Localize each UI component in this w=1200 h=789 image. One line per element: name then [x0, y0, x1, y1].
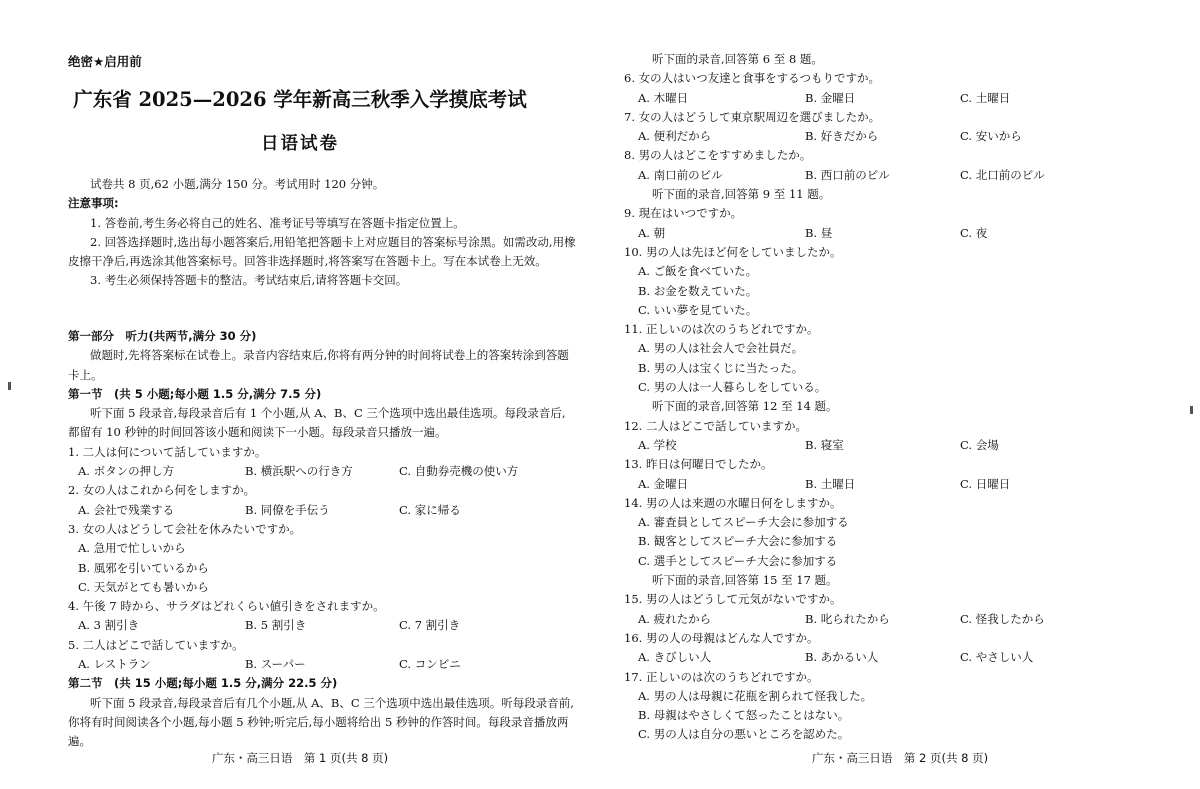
option-b: B. スーパー	[245, 657, 306, 672]
option-b: B. 横浜駅への行き方	[245, 464, 353, 479]
part1-intro: 做题时,先将答案标在试卷上。录音内容结束后,你将有两分钟的时间将试卷上的答案转涂到答题卡上。	[68, 348, 569, 382]
question-16: 16. 男の人の母親はどんな人ですか。	[624, 630, 819, 645]
option-b: B. 観客としてスピーチ大会に参加する	[638, 534, 838, 549]
question-10: 10. 男の人は先ほど何をしていましたか。	[624, 244, 842, 259]
question-15: 15. 男の人はどうして元気がないですか。	[624, 592, 842, 607]
option-c: C. 日曜日	[960, 476, 1011, 491]
section2-intro: 听下面 5 段录音,每段录音后有几个小题,从 A、B、C 三个选项中选出最佳选项。听每段录音前,你将有时间阅读各个小题,每小题 5 秒钟;听完后,每小题将给出 5 秒钟的作答时间。每段录音播放两遍。	[68, 695, 574, 749]
section1-intro: 听下面 5 段录音,每段录音后有 1 个小题,从 A、B、C 三个选项中选出最佳选项。每段录音后,都留有 10 秒钟的时间回答该小题和阅读下一小题。每段录音只播放一遍。	[68, 406, 566, 440]
option-b: B. 母親はやさしくて怒ったことはない。	[638, 708, 850, 723]
option-b: B. 土曜日	[805, 476, 856, 491]
listen-instruction: 听下面的录音,回答第 9 至 11 题。	[652, 187, 831, 202]
option-b: B. 叱られたから	[805, 611, 890, 626]
listen-instruction: 听下面的录音,回答第 12 至 14 题。	[652, 399, 838, 414]
question-1-options	[68, 462, 576, 481]
option-a: A. レストラン	[78, 657, 151, 672]
question-5: 5. 二人はどこで話していますか。	[68, 637, 244, 652]
exam-info: 试卷共 8 页,62 小题,满分 150 分。考试用时 120 分钟。	[90, 177, 385, 191]
option-c: C. コンビニ	[399, 657, 461, 672]
option-a: A. 会社で残業する	[78, 502, 175, 517]
option-a: A. 急用で忙しいから	[78, 541, 186, 556]
option-b: B. 同僚を手伝う	[245, 502, 330, 517]
option-a: A. 南口前のビル	[638, 167, 723, 182]
option-b: B. あかるい人	[805, 650, 879, 665]
part1-title: 第一部分 听力(共两节,满分 30 分)	[68, 329, 257, 343]
question-16-options	[624, 648, 1184, 667]
exam-title: 广东省 2025—2026 学年新高三秋季入学摸底考试	[73, 88, 527, 111]
question-11: 11. 正しいのは次のうちどれですか。	[624, 322, 819, 337]
option-c: C. 選手としてスピーチ大会に参加する	[638, 553, 838, 568]
option-c: C. 7 割引き	[399, 618, 461, 633]
question-4-options	[68, 616, 576, 635]
question-7-options	[624, 127, 1184, 146]
question-7: 7. 女の人はどうして東京駅周辺を選びましたか。	[624, 109, 881, 124]
option-a: A. 学校	[638, 437, 677, 452]
question-6-options	[624, 89, 1184, 108]
option-c: C. 夜	[960, 225, 988, 240]
question-8: 8. 男の人はどこをすすめましたか。	[624, 148, 812, 163]
option-b: B. 西口前のビル	[805, 167, 890, 182]
notice-item: 3. 考生必须保持答题卡的整洁。考试结束后,请将答题卡交回。	[90, 273, 408, 288]
question-4: 4. 午後 7 時から、サラダはどれくらい値引きをされますか。	[68, 599, 385, 614]
exam-instructions	[68, 175, 576, 291]
question-8-options	[624, 166, 1184, 185]
notice-title: 注意事项:	[68, 196, 119, 211]
question-9: 9. 現在はいつですか。	[624, 206, 743, 221]
option-a: A. ボタンの押し方	[78, 464, 175, 479]
option-a: A. 3 割引き	[78, 618, 140, 633]
option-a: A. 男の人は社会人で会社員だ。	[638, 341, 804, 356]
scan-mark	[8, 382, 11, 390]
question-3: 3. 女の人はどうして会社を休みたいですか。	[68, 521, 302, 536]
option-c: C. 男の人は一人暮らしをしている。	[638, 380, 827, 395]
question-2-options	[68, 501, 576, 520]
option-c: C. 会場	[960, 437, 999, 452]
page-footer: 广东・高三日语 第 2 页(共 8 页)	[811, 751, 989, 765]
option-a: A. 便利だから	[638, 129, 712, 144]
question-17: 17. 正しいのは次のうちどれですか。	[624, 669, 819, 684]
option-a: A. 朝	[638, 225, 666, 240]
question-15-options	[624, 610, 1184, 629]
section1-title: 第一节 (共 5 小题;每小题 1.5 分,满分 7.5 分)	[68, 386, 322, 401]
option-b: B. お金を数えていた。	[638, 283, 758, 298]
question-9-options	[624, 224, 1184, 243]
option-b: B. 5 割引き	[245, 618, 307, 633]
notice-item: 2. 回答选择题时,选出每小题答案后,用铅笔把答题卡上对应题目的答案标号涂黑。如需改动,用橡皮擦干净后,再选涂其他答案标号。回答非选择题时,将答案写在答题卡上。写在本试卷上无效。	[68, 234, 576, 269]
question-14: 14. 男の人は来週の水曜日何をしますか。	[624, 495, 842, 510]
option-c: C. 男の人は自分の悪いところを認めた。	[638, 727, 850, 742]
listen-instruction: 听下面的录音,回答第 15 至 17 题。	[652, 573, 838, 588]
option-a: A. 男の人は母親に花瓶を割られて怪我した。	[638, 688, 873, 703]
option-a: A. 疲れたから	[638, 611, 712, 626]
listening-part	[68, 327, 576, 752]
option-c: C. 土曜日	[960, 90, 1011, 105]
question-13: 13. 昨日は何曜日でしたか。	[624, 457, 773, 472]
option-b: B. 好きだから	[805, 129, 879, 144]
option-b: B. 男の人は宝くじに当たった。	[638, 360, 804, 375]
option-c: C. 怪我したから	[960, 611, 1045, 626]
option-a: A. 木曜日	[638, 90, 689, 105]
option-c: C. 天気がとても暑いから	[78, 579, 209, 594]
option-c: C. 自動券売機の使い方	[399, 464, 519, 479]
option-c: C. 安いから	[960, 129, 1022, 144]
right-page	[600, 0, 1200, 789]
question-12-options	[624, 436, 1184, 455]
option-c: C. 北口前のビル	[960, 167, 1045, 182]
question-12: 12. 二人はどこで話していますか。	[624, 418, 807, 433]
option-b: B. 昼	[805, 225, 833, 240]
listening-questions-6-17	[624, 50, 1184, 745]
question-6: 6. 女の人はいつ友達と食事をするつもりですか。	[624, 71, 881, 86]
secret-mark: 绝密★启用前	[68, 54, 142, 69]
option-b: B. 金曜日	[805, 90, 856, 105]
question-13-options	[624, 475, 1184, 494]
section2-title: 第二节 (共 15 小题;每小题 1.5 分,满分 22.5 分)	[68, 676, 338, 691]
question-2: 2. 女の人はこれから何をしますか。	[68, 483, 256, 498]
subject-title: 日语试卷	[261, 134, 339, 154]
option-a: A. きびしい人	[638, 650, 712, 665]
notice-item: 1. 答卷前,考生务必将自己的姓名、准考证号等填写在答题卡指定位置上。	[90, 215, 465, 230]
scan-mark	[1190, 406, 1193, 414]
option-b: B. 風邪を引いているから	[78, 560, 209, 575]
listen-instruction: 听下面的录音,回答第 6 至 8 题。	[652, 52, 823, 66]
question-1: 1. 二人は何について話していますか。	[68, 444, 267, 459]
option-c: C. 家に帰る	[399, 502, 461, 517]
option-a: A. ご飯を食べていた。	[638, 264, 758, 279]
option-a: A. 金曜日	[638, 476, 689, 491]
option-a: A. 審査員としてスピーチ大会に参加する	[638, 515, 849, 530]
option-b: B. 寝室	[805, 437, 844, 452]
page-footer: 广东・高三日语 第 1 页(共 8 页)	[211, 751, 389, 765]
option-c: C. いい夢を見ていた。	[638, 302, 758, 317]
question-5-options	[68, 655, 576, 674]
option-c: C. やさしい人	[960, 650, 1034, 665]
